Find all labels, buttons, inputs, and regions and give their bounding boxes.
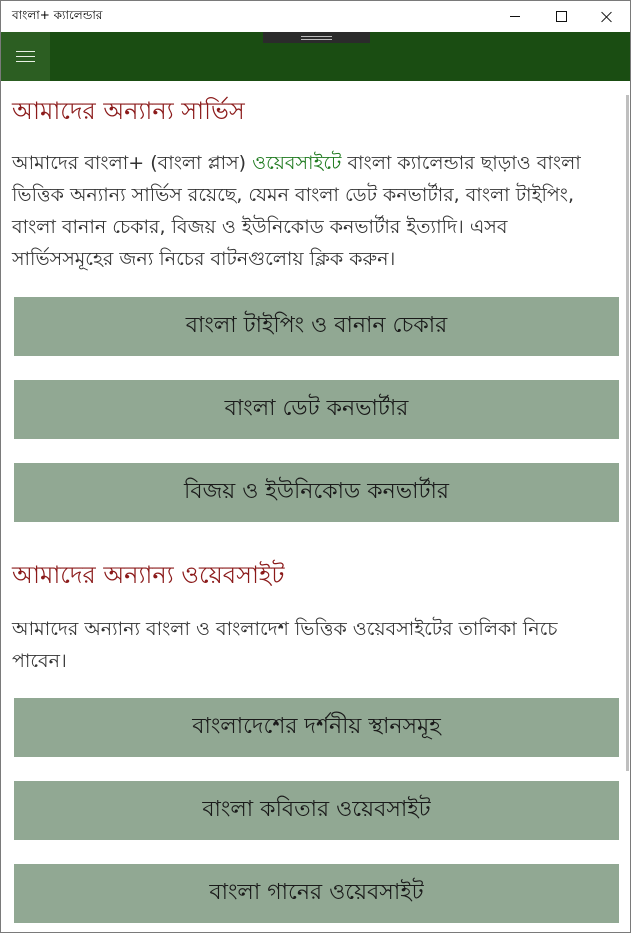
tourist-places-button[interactable]: বাংলাদেশের দর্শনীয় স্থানসমূহ (14, 698, 619, 757)
close-icon (601, 11, 613, 23)
minimize-button[interactable] (492, 1, 538, 32)
hamburger-menu-icon (16, 51, 35, 52)
title-bar[interactable] (1, 1, 630, 32)
main-content (1, 81, 630, 932)
services-heading: আমাদের অন্যান্য সার্ভিস (12, 97, 245, 125)
grip-icon (301, 39, 332, 40)
maximize-button[interactable] (538, 1, 584, 32)
websites-intro: আমাদের অন্যান্য বাংলা ও বাংলাদেশ ভিত্তিক ওয়েবসাইটের তালিকা নিচে পাবেন। (12, 618, 558, 672)
minimize-icon (510, 16, 520, 17)
date-converter-button[interactable]: বাংলা ডেট কনভার্টার (14, 380, 619, 439)
close-button[interactable] (584, 1, 630, 32)
hamburger-menu-icon (16, 61, 35, 62)
song-website-button[interactable]: বাংলা গানের ওয়েবসাইট (14, 864, 619, 923)
services-intro (12, 147, 598, 275)
website-link[interactable]: ওয়েবসাইটে (252, 152, 342, 174)
app-bar (1, 32, 630, 81)
window-title: বাংলা+ ক্যালেন্ডার (12, 8, 103, 22)
maximize-icon (556, 11, 567, 22)
bangla-typing-button[interactable]: বাংলা টাইপিং ও বানান চেকার (14, 297, 619, 356)
grip-icon (301, 36, 332, 37)
poetry-website-button[interactable]: বাংলা কবিতার ওয়েবসাইট (14, 781, 619, 840)
services-intro-text: আমাদের বাংলা+ (বাংলা প্লাস) (12, 152, 253, 174)
vertical-scrollbar[interactable] (626, 95, 629, 771)
websites-heading: আমাদের অন্যান্য ওয়েবসাইট (12, 561, 285, 589)
hamburger-menu-icon (16, 56, 35, 57)
bijoy-unicode-converter-button[interactable]: বিজয় ও ইউনিকোড কনভার্টার (14, 463, 619, 522)
hamburger-menu-button[interactable] (1, 32, 50, 81)
drag-handle[interactable] (263, 32, 370, 43)
services-intro-text: বাংলা ক্যালেন্ডার ছাড়াও বাংলা ভিত্তিক অন্যান্য সার্ভিস রয়েছে, যেমন বাংলা ডেট কনভার্টার, বাংলা টাইপিং, বাংলা বানান চেকার, বিজয় ও ইউনিকোড কনভার্টার ইত্যাদি। এসব সার্ভিসসমূহের জন্য নিচের বাটনগুলোয় ক্লিক করুন। (12, 152, 581, 270)
